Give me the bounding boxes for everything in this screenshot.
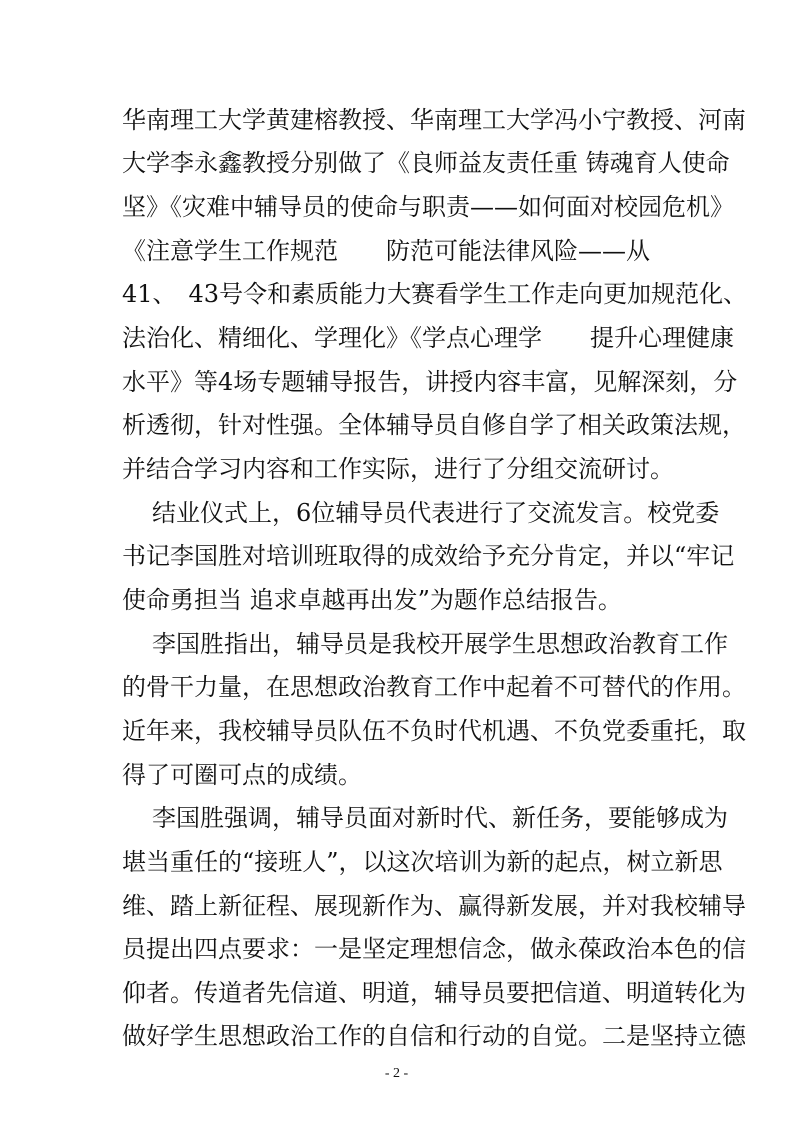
- text-line: 坚》《灾难中辅导员的使命与职责——如何面对校园危机》: [122, 193, 734, 221]
- text-line: 书记李国胜对培训班取得的成效给予充分肯定，并以“牢记: [122, 542, 735, 570]
- text-line: 堪当重任的“接班人”，以这次培训为新的起点，树立新思: [122, 848, 723, 876]
- text-line: 析透彻，针对性强。全体辅导员自修自学了相关政策法规，: [122, 411, 746, 439]
- text-line: 仰者。传道者先信道、明道，辅导员要把信道、明道转化为: [122, 979, 746, 1007]
- text-line: 水平》等4场专题辅导报告，讲授内容丰富，见解深刻，分: [122, 368, 738, 396]
- text-line: 员提出四点要求：一是坚定理想信念，做永葆政治本色的信: [122, 935, 746, 963]
- text-line: 使命勇担当 追求卓越再出发”为题作总结报告。: [122, 586, 622, 614]
- text-line: 法治化、精细化、学理化》《学点心理学 提升心理健康: [122, 324, 734, 352]
- text-line: 并结合学习内容和工作实际，进行了分组交流研讨。: [122, 455, 674, 483]
- text-line: 维、踏上新征程、展现新作为、赢得新发展，并对我校辅导: [122, 892, 746, 920]
- text-line: 的骨干力量，在思想政治教育工作中起着不可替代的作用。: [122, 673, 746, 701]
- text-line: 得了可圈可点的成绩。: [122, 761, 362, 789]
- paragraph-start-line: 结业仪式上，6位辅导员代表进行了交流发言。校党委: [152, 499, 720, 527]
- paragraph-start-line: 李国胜强调，辅导员面对新时代、新任务，要能够成为: [152, 804, 728, 832]
- text-line: 华南理工大学黄建榕教授、华南理工大学冯小宁教授、河南: [122, 106, 746, 134]
- text-line: 近年来，我校辅导员队伍不负时代机遇、不负党委重托，取: [122, 717, 746, 745]
- page-number: - 2 -: [384, 1066, 409, 1081]
- text-line: 做好学生思想政治工作的自信和行动的自觉。二是坚持立德: [122, 1022, 746, 1050]
- text-line: 《注意学生工作规范 防范可能法律风险——从: [122, 237, 650, 265]
- paragraph-start-line: 李国胜指出，辅导员是我校开展学生思想政治教育工作: [152, 630, 728, 658]
- text-line: 41、 43号令和素质能力大赛看学生工作走向更加规范化、: [122, 280, 748, 308]
- text-line: 大学李永鑫教授分别做了《良师益友责任重 铸魂育人使命: [122, 149, 730, 177]
